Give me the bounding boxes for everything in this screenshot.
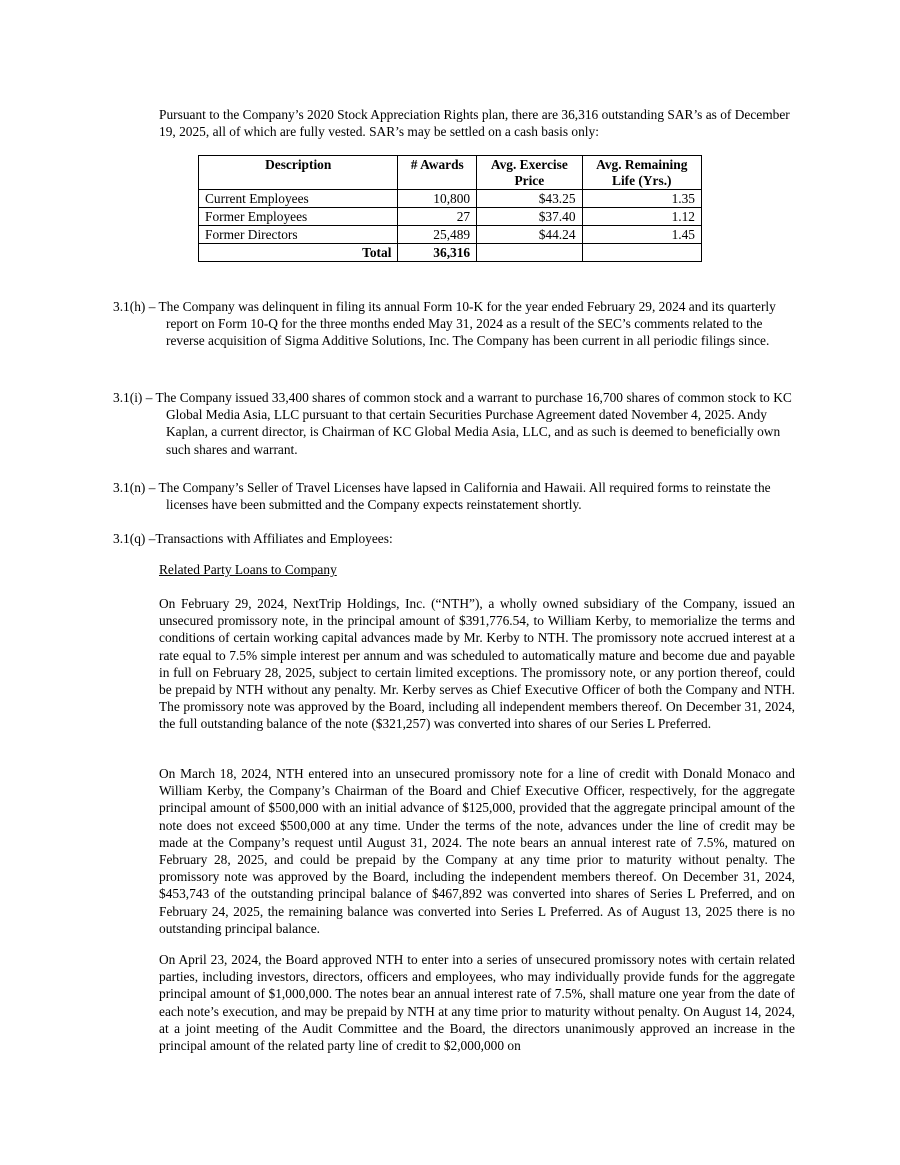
header-avg-exercise-price: Avg. Exercise Price: [477, 156, 582, 190]
section-3-1-q: [113, 530, 803, 547]
section-3-1-i-text: 3.1(i) – The Company issued 33,400 shares of common stock and a warrant to purchase 16,700 shares of common stock to KC Global Media Asia, LLC pursuant to that certain Securities Purchase Agreement dated November 4, 2025. Andy Kaplan, a current director, is Chairman of KC Global Media Asia, LLC, and as such is deemed to beneficially own such shares and warrant.: [113, 390, 792, 457]
table-row: [199, 208, 702, 226]
section-3-1-i: [113, 389, 803, 458]
row-price: $44.24: [477, 226, 582, 244]
table-header-row: [199, 156, 702, 190]
row-life: 1.45: [582, 226, 701, 244]
row-price: $37.40: [477, 208, 582, 226]
related-party-paragraph-3: On April 23, 2024, the Board approved NTH to enter into a series of unsecured promissory notes with certain related parties, including investors, directors, officers and employees, who may individually provide funds for the aggregate principal amount of $1,000,000. The notes bear an annual interest rate of 7.5%, shall mature one year from the date of each note’s execution, and may be prepaid by NTH at any time prior to maturity without penalty. On August 14, 2024, at a joint meeting of the Audit Committee and the Board, the directors unanimously approved an increase in the principal amount of the related party line of credit to $2,000,000 on: [159, 952, 795, 1054]
table-row: [199, 226, 702, 244]
total-awards: 36,316: [398, 244, 477, 262]
related-party-paragraph-1: On February 29, 2024, NextTrip Holdings, Inc. (“NTH”), a wholly owned subsidiary of the Company, issued an unsecured promissory note, in the principal amount of $391,776.54, to William Kerby, to memorialize the terms and conditions of certain working capital advances made by Mr. Kerby to NTH. The promissory note accrued interest at a rate equal to 7.5% simple interest per annum and was scheduled to automatically mature and become due and payable in full on February 28, 2025, subject to certain limited exceptions. The promissory note, or any portion thereof, could be prepaid by NTH without any penalty. Mr. Kerby serves as Chief Executive Officer of both the Company and NTH. The promissory note was approved by the Board, including all independent members thereof. On December 31, 2024, the full outstanding balance of the note ($321,257) was converted into shares of our Series L Preferred.: [159, 596, 795, 732]
intro-paragraph: Pursuant to the Company’s 2020 Stock Appreciation Rights plan, there are 36,316 outstanding SAR’s as of December 19, 2025, all of which are fully vested. SAR’s may be settled on a cash basis only:: [159, 107, 790, 140]
table-row: [199, 190, 702, 208]
total-label: Total: [199, 244, 398, 262]
section-3-1-n-text: 3.1(n) – The Company’s Seller of Travel Licenses have lapsed in California and Hawaii. All required forms to reinstate the licenses have been submitted and the Company expects reinstatement shortly.: [113, 480, 771, 513]
total-price-empty: [477, 244, 582, 262]
section-3-1-q-text: 3.1(q) –Transactions with Affiliates and Employees:: [113, 531, 393, 546]
row-awards: 10,800: [398, 190, 477, 208]
related-party-paragraph-2: On March 18, 2024, NTH entered into an unsecured promissory note for a line of credit with Donald Monaco and William Kerby, the Company’s Chairman of the Board and Chief Executive Officer, respectively, for the aggregate principal amount of $500,000 with an initial advance of $125,000, provided that the aggregate principal amount of the note does not exceed $500,000 at any time. Under the terms of the note, advances under the line of credit may be made at the Company’s request until August 31, 2024. The note bears an annual interest rate of 7.5%, matured on February 28, 2025, and could be prepaid by the Company at any time prior to maturity without penalty. The promissory note was approved by the Board, including the independent members thereof. On December 31, 2024, $453,743 of the outstanding principal balance of $467,892 was converted into shares of Series L Preferred, and on February 24, 2025, the remaining balance was converted into Series L Preferred. As of August 13, 2025 there is no outstanding principal balance.: [159, 766, 795, 936]
row-description: Former Directors: [199, 226, 398, 244]
row-description: Current Employees: [199, 190, 398, 208]
header-description: Description: [199, 156, 398, 190]
row-awards: 27: [398, 208, 477, 226]
section-3-1-n: [113, 479, 803, 513]
section-3-1-h: [113, 298, 803, 350]
section-3-1-h-text: 3.1(h) – The Company was delinquent in filing its annual Form 10-K for the year ended February 29, 2024 and its quarterly report on Form 10-Q for the three months ended May 31, 2024 as a result of the SEC’s comments related to the reverse acquisition of Sigma Additive Solutions, Inc. The Company has been current in all periodic filings since.: [113, 299, 776, 349]
related-party-heading: Related Party Loans to Company: [159, 562, 337, 577]
row-life: 1.35: [582, 190, 701, 208]
row-life: 1.12: [582, 208, 701, 226]
header-awards: # Awards: [398, 156, 477, 190]
total-life-empty: [582, 244, 701, 262]
row-awards: 25,489: [398, 226, 477, 244]
sar-table: [198, 155, 702, 262]
row-description: Former Employees: [199, 208, 398, 226]
header-avg-remaining-life: Avg. Remaining Life (Yrs.): [582, 156, 701, 190]
row-price: $43.25: [477, 190, 582, 208]
table-total-row: [199, 244, 702, 262]
